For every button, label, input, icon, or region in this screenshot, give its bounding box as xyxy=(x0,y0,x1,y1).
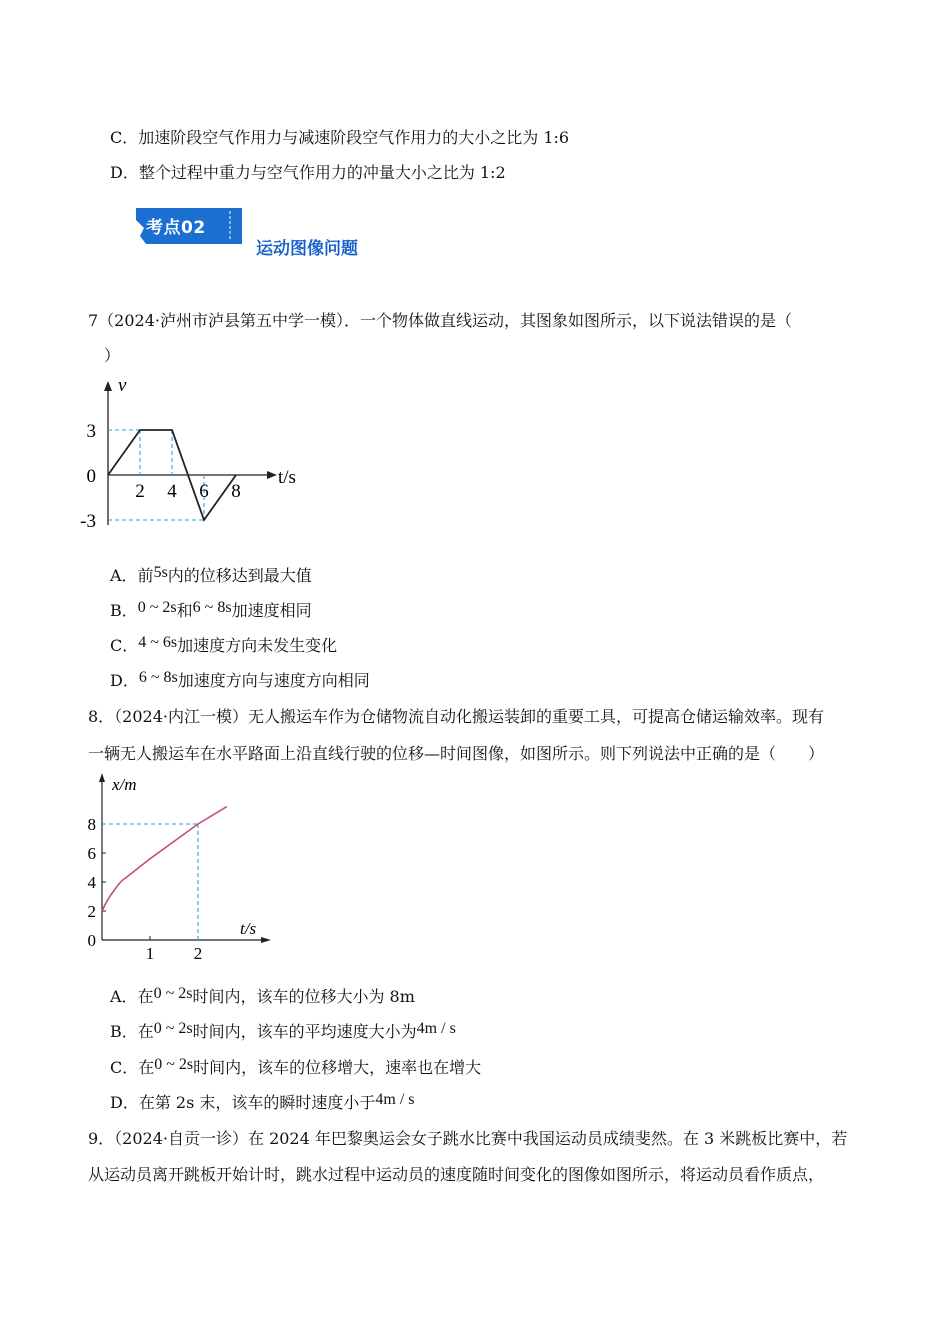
q7-option-b xyxy=(110,600,312,623)
q7-option-b-suffix: 加速度相同 xyxy=(231,601,312,620)
y-tick-label: 3 xyxy=(86,421,96,442)
y-tick-label: 4 xyxy=(87,873,96,892)
y-tick-label: -3 xyxy=(80,511,96,532)
q7-option-d-suffix: 加速度方向与速度方向相同 xyxy=(177,671,370,690)
q8-option-c xyxy=(110,1057,481,1080)
q7-option-c-math: 4 ~ 6s xyxy=(138,634,178,651)
q9-stem-line2: 从运动员离开跳板开始计时，跳水过程中运动员的速度随时间变化的图像如图所示，将运动员看作质点， xyxy=(88,1165,825,1184)
section-title: 运动图像问题 xyxy=(256,239,358,259)
q8-option-a-math: 0 ~ 2s xyxy=(153,985,193,1002)
y-tick-label: 0 xyxy=(86,466,96,487)
q8-option-b-math: 0 ~ 2s xyxy=(153,1020,193,1037)
q7-option-b-mid: 和 xyxy=(176,601,193,620)
q8-option-a xyxy=(110,986,415,1009)
q8-option-b-mid: 时间内，该车的平均速度大小为 xyxy=(192,1022,417,1041)
x-tick-label: 4 xyxy=(167,481,177,502)
y-tick-label: 0 xyxy=(87,931,96,950)
q9-stem-line1: 9．（2024·自贡一诊）在 2024 年巴黎奥运会女子跳水比赛中我国运动员成绩斐然。在 3 米跳板比赛中，若 xyxy=(88,1129,848,1148)
q7-option-b-prefix: B． xyxy=(110,601,138,620)
t-axis-arrow xyxy=(261,937,271,943)
x-tick-label: 6 xyxy=(199,481,209,502)
x-tick-label: 2 xyxy=(135,481,145,502)
q8-option-c-math: 0 ~ 2s xyxy=(154,1056,194,1073)
x-tick-label: 1 xyxy=(145,944,155,963)
y-tick-label: 8 xyxy=(87,815,96,834)
q7-option-a-math: 5s xyxy=(153,564,168,581)
q8-option-c-prefix: C．在 xyxy=(110,1058,155,1077)
q6-option-c: C．加速阶段空气作用力与减速阶段空气作用力的大小之比为 1:6 xyxy=(110,128,570,147)
q7-stem-line1: 7（2024·泸州市泸县第五中学一模）．一个物体做直线运动，其图象如图所示，以下说法错误的是（ xyxy=(88,311,792,330)
x-tick-label: 2 xyxy=(193,944,203,963)
v-axis-arrow xyxy=(104,381,112,391)
q7-option-d-math: 6 ~ 8s xyxy=(138,669,178,686)
q8-option-b-math2: 4m / s xyxy=(416,1020,456,1037)
q8-option-d-math: 4m / s xyxy=(375,1091,415,1108)
y-axis-label: v xyxy=(118,375,127,396)
q7-option-a xyxy=(110,565,312,588)
q7-option-c-prefix: C． xyxy=(110,636,139,655)
section-badge-label: 考点02 xyxy=(146,218,206,238)
q7-option-d xyxy=(110,670,370,693)
q8-xt-chart xyxy=(80,768,290,968)
x-axis-label: t/s xyxy=(240,919,257,938)
q7-vt-chart xyxy=(80,375,310,545)
q7-option-d-prefix: D． xyxy=(110,671,139,690)
q8-option-d xyxy=(110,1092,415,1115)
q8-stem-line1: 8．（2024·内江一模）无人搬运车作为仓储物流自动化搬运装卸的重要工具，可提高仓储运输效率。现有 xyxy=(88,707,824,726)
y-axis-label: x/m xyxy=(112,775,137,794)
t-axis-arrow xyxy=(267,471,277,479)
q8-option-b xyxy=(110,1021,456,1044)
y-tick-label: 6 xyxy=(87,844,96,863)
q6-option-d: D．整个过程中重力与空气作用力的冲量大小之比为 1:2 xyxy=(110,163,506,182)
q7-option-b-math1: 0 ~ 2s xyxy=(137,599,177,616)
q8-option-a-prefix: A．在 xyxy=(110,987,154,1006)
q7-option-c xyxy=(110,635,337,658)
y-tick-label: 2 xyxy=(87,902,96,921)
q7-option-a-suffix: 内的位移达到最大值 xyxy=(167,566,312,585)
q8-stem-line2: 一辆无人搬运车在水平路面上沿直线行驶的位移—时间图像，如图所示。则下列说法中正确的是（ ） xyxy=(88,744,825,763)
x-axis-label: t/s xyxy=(278,467,296,488)
x-axis-arrow xyxy=(99,773,105,782)
q8-option-d-prefix: D．在第 2s 末，该车的瞬时速度小于 xyxy=(110,1093,376,1112)
q8-option-c-suffix: 时间内，该车的位移增大，速率也在增大 xyxy=(193,1058,482,1077)
x-tick-label: 8 xyxy=(231,481,241,502)
q8-option-b-prefix: B．在 xyxy=(110,1022,154,1041)
xt-series-curve xyxy=(102,807,227,911)
q7-option-c-suffix: 加速度方向未发生变化 xyxy=(177,636,338,655)
q7-option-a-prefix: A．前 xyxy=(110,566,154,585)
q8-option-a-suffix: 时间内，该车的位移大小为 8m xyxy=(192,987,415,1006)
q7-option-b-math2: 6 ~ 8s xyxy=(192,599,232,616)
q7-stem-line2: ） xyxy=(104,346,121,365)
